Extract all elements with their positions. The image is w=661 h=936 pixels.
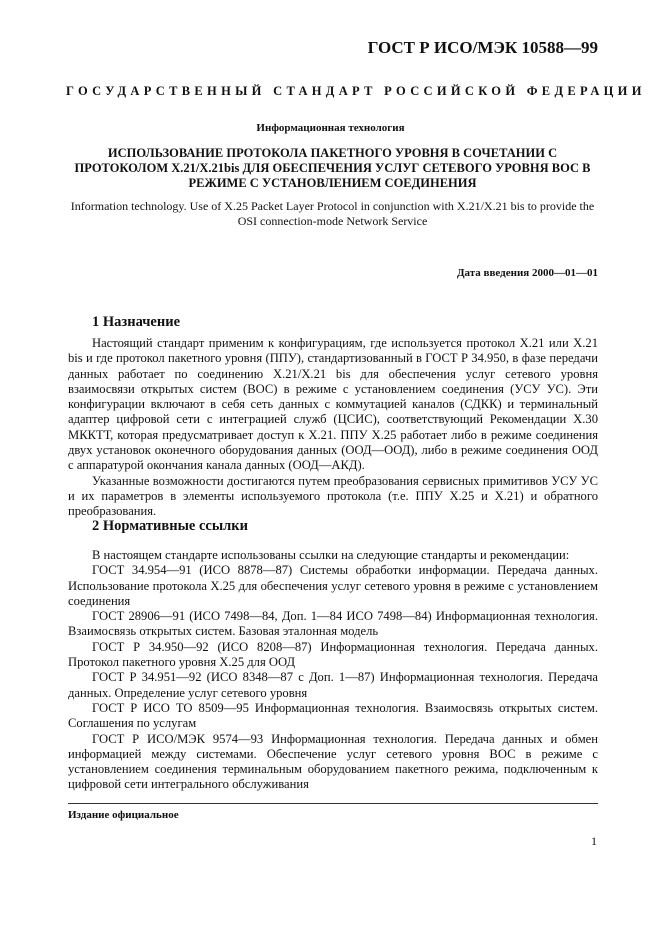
- document-code: ГОСТ Р ИСО/МЭК 10588—99: [367, 38, 598, 57]
- document-title: ИСПОЛЬЗОВАНИЕ ПРОТОКОЛА ПАКЕТНОГО УРОВНЯ В СОЧЕТАНИИ С ПРОТОКОЛОМ Х.21/Х.21bis ДЛЯ ОБЕСПЕЧЕНИЯ УСЛУГ СЕТЕВОГО УРОВНЯ ВОС В РЕЖИМЕ С УСТАНОВЛЕНИЕМ СОЕДИНЕНИЯ: [74, 146, 591, 190]
- reference-item: ГОСТ Р 34.951—92 (ИСО 8348—87 с Доп. 1—87) Информационная технология. Передача данных. Определение услуг сетевого уровня: [68, 670, 598, 700]
- effective-date: Дата введения 2000—01—01: [456, 267, 598, 279]
- section-body: [68, 548, 598, 793]
- document-subtitle: Информационная технология: [256, 122, 405, 134]
- paragraph: Настоящий стандарт применим к конфигурациям, где используется протокол Х.21 или Х.21 bis и где протокол пакетного уровня (ППУ), стандартизованный в ГОСТ Р 34.950, в фазе передачи данных работает по соединению Х.21/Х.21 bis для обеспечения услуг сетевого уровня взаимосвязи открытых систем (ВОС) в режиме с установлением соединения (УСУ УС). Эти конфигурации включают в себя сеть данных с коммутацией каналов (СДКК) и терминальный адаптер цифровой сети с интеграцией служб (ЦСИС), соответствующий Рекомендации Х.30 МККТТ, которая предусматривает доступ к Х.21. ППУ Х.25 работает либо в режиме соединения двух установок оконечного оборудования данных (ООД—ООД), либо в режиме соединения ООД с аппаратурой окончания канала данных (ООД—АКД).: [68, 336, 598, 473]
- reference-item: ГОСТ 28906—91 (ИСО 7498—84, Доп. 1—84 ИСО 7498—84) Информационная технология. Взаимосвязь открытых систем. Базовая эталонная модель: [68, 609, 598, 639]
- reference-item: ГОСТ Р ИСО/МЭК 9574—93 Информационная технология. Передача данных и обмен информацией между системами. Обеспечение услуг сетевого уровня ВОС в режиме с установлением соединения терминальным оборудованием пакетного режима, подключенным к цифровой сети интегрального обслуживания: [68, 731, 598, 792]
- section-body: [68, 336, 598, 520]
- reference-item: ГОСТ 34.954—91 (ИСО 8878—87) Системы обработки информации. Передача данных. Использование протокола Х.25 для обеспечения услуг сетевого уровня в режиме с установлением соединения: [68, 563, 598, 608]
- section-heading: 2 Нормативные ссылки: [92, 518, 248, 534]
- edition-note: Издание официальное: [68, 809, 179, 821]
- section-heading: 1 Назначение: [92, 314, 181, 330]
- page-number: 1: [591, 834, 597, 848]
- reference-item: ГОСТ Р 34.950—92 (ИСО 8208—87) Информационная технология. Передача данных. Протокол пакетного уровня Х.25 для ООД: [68, 639, 598, 670]
- document-title-english: Information technology. Use of X.25 Packet Layer Protocol in conjunction with X.21/X.21 bis to provide the OSI connection-mode Network Service: [70, 199, 595, 228]
- reference-item: ГОСТ Р ИСО ТО 8509—95 Информационная технология. Взаимосвязь открытых систем. Соглашения по услугам: [68, 700, 598, 731]
- footer-divider: [68, 803, 598, 804]
- paragraph: В настоящем стандарте использованы ссылки на следующие стандарты и рекомендации:: [92, 548, 570, 562]
- paragraph: Указанные возможности достигаются путем преобразования сервисных примитивов УСУ УС и их параметров в элементы используемого протокола (т.е. ППУ Х.25 и Х.21) и обратного преобразования.: [68, 473, 598, 519]
- organization-header: ГОСУДАРСТВЕННЫЙ СТАНДАРТ РОССИЙСКОЙ ФЕДЕРАЦИИ: [66, 84, 646, 98]
